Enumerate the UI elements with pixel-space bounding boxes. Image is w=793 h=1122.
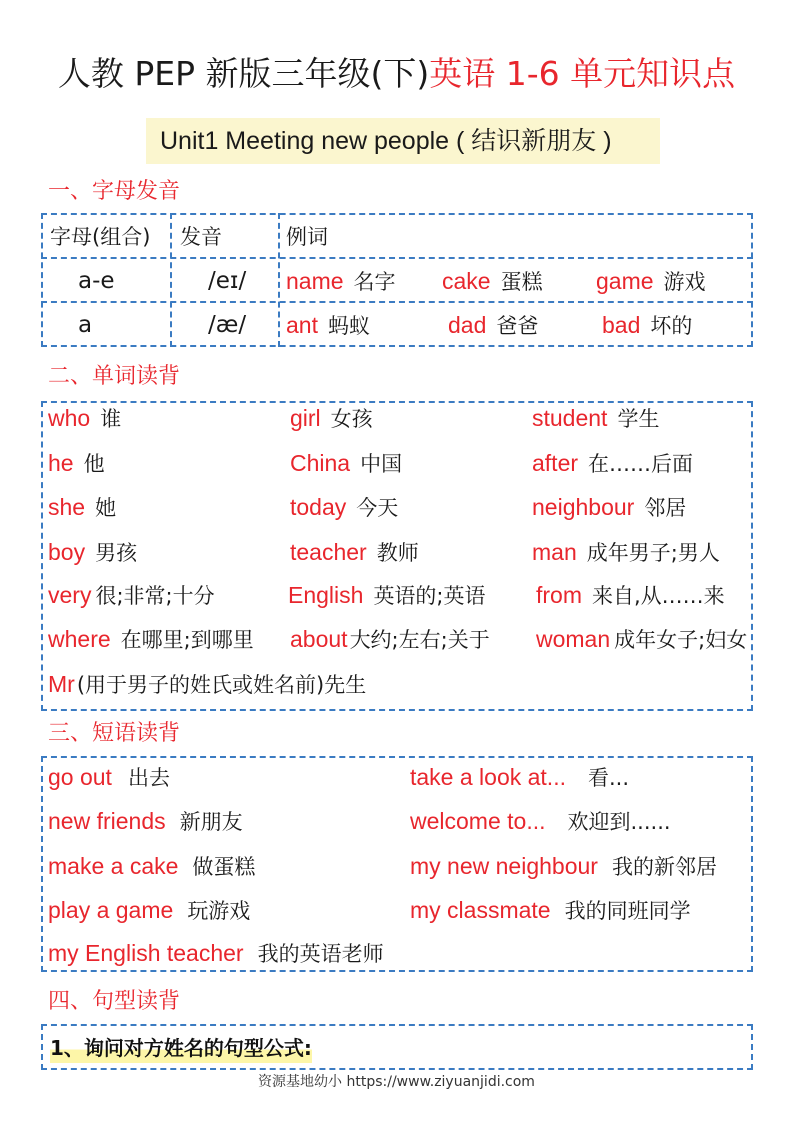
phrase-item: my classmate 我的同班同学 [410, 897, 691, 923]
phonics-example: ant 蚂蚁 [286, 312, 370, 338]
phrase-item: make a cake 做蛋糕 [48, 853, 256, 879]
table-divider [278, 213, 280, 347]
section-heading-phrases: 三、短语读背 [48, 721, 181, 746]
word-item: English 英语的;英语 [288, 582, 486, 608]
phonics-header-examples: 例词 [286, 225, 328, 249]
section-heading-words: 二、单词读背 [48, 364, 181, 389]
word-item: Mr(用于男子的姓氏或姓名前)先生 [48, 671, 367, 697]
word-item: after 在……后面 [532, 450, 694, 476]
word-item: teacher 教师 [290, 539, 419, 565]
word-item: neighbour 邻居 [532, 494, 687, 520]
word-item: man 成年男子;男人 [532, 539, 720, 565]
word-item: woman 成年女子;妇女 [536, 626, 748, 652]
phonics-example: name 名字 [286, 268, 396, 294]
page-title [0, 52, 793, 96]
word-item: very 很;非常;十分 [48, 582, 215, 608]
phonics-example: dad 爸爸 [448, 312, 539, 338]
phrase-item: go out 出去 [48, 764, 170, 790]
phonics-example: cake 蛋糕 [442, 268, 543, 294]
section-heading-phonics: 一、字母发音 [48, 179, 181, 204]
phrase-item: my English teacher 我的英语老师 [48, 940, 384, 966]
word-item: from 来自,从……来 [536, 582, 725, 608]
word-item: student 学生 [532, 405, 660, 431]
footer-source: 资源基地幼小 https://www.ziyuanjidi.com [258, 1074, 535, 1090]
word-item: who 谁 [48, 405, 122, 431]
phrase-item: my new neighbour 我的新邻居 [410, 853, 717, 879]
table-divider [41, 257, 753, 259]
title-part1: 人教 PEP 新版三年级(下) [57, 54, 430, 93]
phrase-item: welcome to... 欢迎到...... [410, 808, 671, 834]
word-item: where 在哪里;到哪里 [48, 626, 254, 652]
word-item: boy 男孩 [48, 539, 138, 565]
table-divider [170, 213, 172, 347]
section-heading-sentences: 四、句型读背 [48, 989, 181, 1014]
phonics-header-letter: 字母(组合) [50, 225, 151, 249]
phonics-header-sound: 发音 [180, 225, 222, 249]
table-divider [41, 301, 753, 303]
phrase-item: play a game 玩游戏 [48, 897, 251, 923]
phrase-item: take a look at... 看... [410, 764, 630, 790]
title-part2: 英语 1-6 单元知识点 [429, 54, 736, 93]
phonics-sound: /æ/ [208, 312, 247, 338]
phrase-item: new friends 新朋友 [48, 808, 243, 834]
word-item: she 她 [48, 494, 117, 520]
phonics-example: bad 坏的 [602, 312, 693, 338]
phonics-example: game 游戏 [596, 268, 706, 294]
word-item: today 今天 [290, 494, 399, 520]
word-item: China 中国 [290, 450, 403, 476]
word-item: girl 女孩 [290, 405, 373, 431]
word-item: he 他 [48, 450, 105, 476]
phonics-sound: /eɪ/ [208, 268, 247, 294]
sentence-pattern-heading: 1、询问对方姓名的句型公式: [50, 1033, 312, 1063]
phonics-letter: a-e [78, 268, 115, 294]
phonics-letter: a [78, 312, 93, 338]
word-item: about大约;左右;关于 [290, 626, 490, 652]
unit-banner: Unit1 Meeting new people ( 结识新朋友 ) [146, 118, 660, 164]
